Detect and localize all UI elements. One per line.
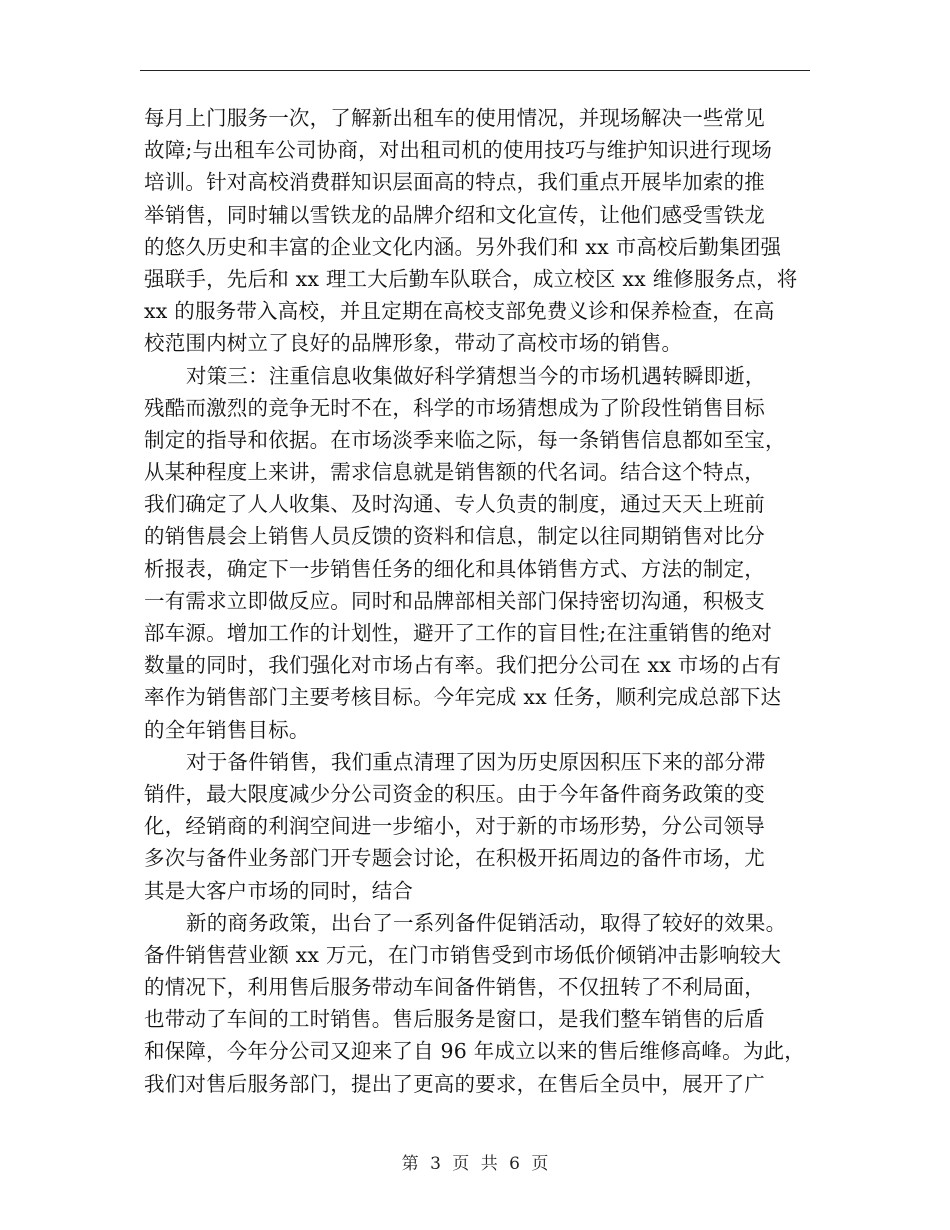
page-number-footer: 第 3 页 共 6 页 bbox=[401, 1154, 549, 1174]
text-line: 多次与备件业务部门开专题会讨论，在积极开拓周边的备件市场，尤 bbox=[144, 846, 765, 871]
text-line: 数量的同时，我们强化对市场占有率。我们把分公司在 xx 市场的占有 bbox=[144, 653, 782, 678]
body-text bbox=[144, 102, 820, 1100]
text-line: 化，经销商的利润空间进一步缩小，对于新的市场形势，分公司领导 bbox=[144, 814, 765, 839]
text-line: 新的商务政策，出台了一系列备件促销活动，取得了较好的效果。 bbox=[186, 910, 787, 935]
text-line: 校范围内树立了良好的品牌形象，带动了高校市场的销售。 bbox=[144, 331, 683, 356]
text-line: 析报表，确定下一步销售任务的细化和具体销售方式、方法的制定， bbox=[144, 556, 765, 581]
text-line: 培训。针对高校消费群知识层面高的特点，我们重点开展毕加索的推 bbox=[144, 170, 765, 195]
text-line: 的销售晨会上销售人员反馈的资料和信息，制定以往同期销售对比分 bbox=[144, 524, 765, 549]
text-line: 我们确定了人人收集、及时沟通、专人负责的制度，通过天天上班前 bbox=[144, 492, 765, 517]
text-line: 对于备件销售，我们重点清理了因为历史原因积压下来的部分滞 bbox=[186, 749, 766, 774]
text-line: 从某种程度上来讲，需求信息就是销售额的代名词。结合这个特点， bbox=[144, 460, 765, 485]
header-rule bbox=[140, 70, 810, 71]
text-line: xx 的服务带入高校，并且定期在高校支部免费义诊和保养检查，在高 bbox=[144, 299, 775, 324]
text-line: 残酷而激烈的竞争无时不在，科学的市场猜想成为了阶段性销售目标 bbox=[144, 395, 765, 420]
text-line: 每月上门服务一次，了解新出租车的使用情况，并现场解决一些常见 bbox=[144, 106, 765, 130]
text-line: 故障;与出租车公司协商，对出租司机的使用技巧与维护知识进行现场 bbox=[144, 138, 773, 163]
text-line: 举销售，同时辅以雪铁龙的品牌介绍和文化宣传，让他们感受雪铁龙 bbox=[144, 202, 765, 227]
text-line: 销件，最大限度减少分公司资金的积压。由于今年备件商务政策的变 bbox=[144, 781, 765, 806]
text-line: 部车源。增加工作的计划性，避开了工作的盲目性;在注重销售的绝对 bbox=[144, 621, 773, 645]
text-line: 也带动了车间的工时销售。售后服务是窗口，是我们整车销售的后盾 bbox=[144, 1007, 765, 1032]
text-line: 强联手，先后和 xx 理工大后勤车队联合，成立校区 xx 维修服务点，将 bbox=[144, 266, 798, 291]
text-line: 对策三：注重信息收集做好科学猜想当今的市场机遇转瞬即逝， bbox=[186, 363, 766, 388]
text-line: 的情况下，利用售后服务带动车间备件销售，不仅扭转了不利局面， bbox=[144, 975, 765, 1000]
text-line: 我们对售后服务部门，提出了更高的要求，在售后全员中，展开了广 bbox=[144, 1071, 765, 1096]
text-line: 制定的指导和依据。在市场淡季来临之际，每一条销售信息都如至宝， bbox=[144, 427, 786, 452]
text-line: 其是大客户市场的同时，结合 bbox=[144, 878, 414, 903]
text-line: 的全年销售目标。 bbox=[144, 717, 310, 742]
text-line: 的悠久历史和丰富的企业文化内涵。另外我们和 xx 市高校后勤集团强 bbox=[144, 234, 782, 259]
text-line: 和保障，今年分公司又迎来了自 96 年成立以来的售后维修高峰。为此， bbox=[144, 1039, 805, 1064]
text-line: 备件销售营业额 xx 万元，在门市销售受到市场低价倾销冲击影响较大 bbox=[144, 942, 782, 967]
text-line: 率作为销售部门主要考核目标。今年完成 xx 任务，顺利完成总部下达 bbox=[144, 685, 782, 710]
text-line: 一有需求立即做反应。同时和品牌部相关部门保持密切沟通，积极支 bbox=[144, 588, 765, 613]
